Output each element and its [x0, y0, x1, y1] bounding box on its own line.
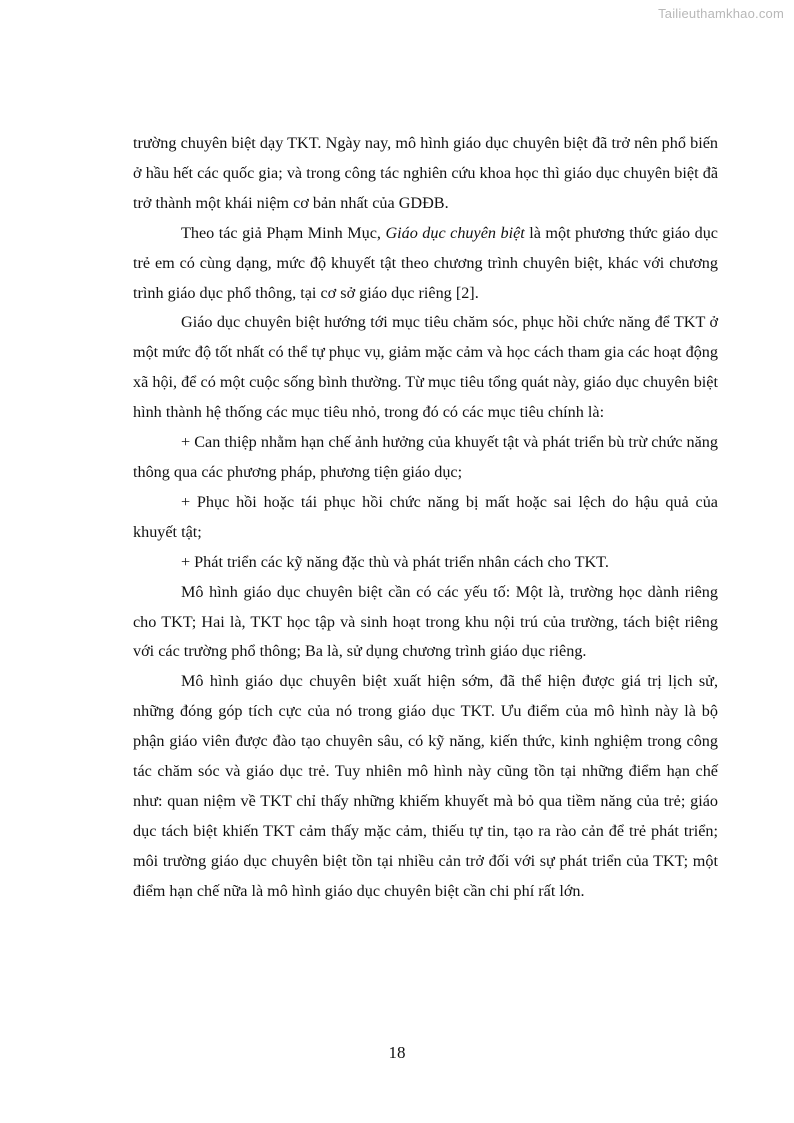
- paragraph-2: [133, 219, 718, 309]
- bullet-3: + Phát triển các kỹ năng đặc thù và phát triển nhân cách cho TKT.: [181, 552, 609, 571]
- paragraph-5: Mô hình giáo dục chuyên biệt xuất hiện sớm, đã thể hiện được giá trị lịch sử, những đóng góp tích cực của nó trong giáo dục TKT. Ưu điểm của mô hình này là bộ phận giáo viên được đào tạo chuyên sâu, có kỹ năng, kiến thức, kinh nghiệm trong công tác chăm sóc và giáo dục trẻ. Tuy nhiên mô hình này cũng tồn tại những điểm hạn chế như: quan niệm về TKT chỉ thấy những khiếm khuyết mà bỏ qua tiềm năng của trẻ; giáo dục tách biệt khiến TKT cảm thấy mặc cảm, thiếu tự tin, tạo ra rào cản để trẻ phát triển; môi trường giáo dục chuyên biệt tồn tại nhiều cản trở đối với sự phát triển của TKT; một điểm hạn chế nữa là mô hình giáo dục chuyên biệt cần chi phí rất lớn.: [133, 672, 718, 900]
- bullet-2: + Phục hồi hoặc tái phục hồi chức năng bị mất hoặc sai lệch do hậu quả của khuyết tật;: [133, 492, 718, 541]
- bullet-1: + Can thiệp nhằm hạn chế ảnh hưởng của khuyết tật và phát triển bù trừ chức năng thông qua các phương pháp, phương tiện giáo dục;: [133, 433, 718, 481]
- paragraph-4: Mô hình giáo dục chuyên biệt cần có các yếu tố: Một là, trường học dành riêng cho TKT; Hai là, TKT học tập và sinh hoạt trong khu nội trú của trường, tách biệt riêng với các trường phổ thông; Ba là, sử dụng chương trình giáo dục riêng.: [133, 582, 718, 661]
- paragraph-3: Giáo dục chuyên biệt hướng tới mục tiêu chăm sóc, phục hồi chức năng để TKT ở một mức độ tốt nhất có thể tự phục vụ, giảm mặc cảm và học cách tham gia các hoạt động xã hội, để có một cuộc sống bình thường. Từ mục tiêu tổng quát này, giáo dục chuyên biệt hình thành hệ thống các mục tiêu nhỏ, trong đó có các mục tiêu chính là:: [133, 313, 718, 422]
- page-number: 18: [388, 1043, 406, 1062]
- paragraph-1: trường chuyên biệt dạy TKT. Ngày nay, mô hình giáo dục chuyên biệt đã trở nên phổ biến ở hầu hết các quốc gia; và trong công tác nghiên cứu khoa học thì giáo dục chuyên biệt đã trở thành một khái niệm cơ bản nhất của GDĐB.: [133, 134, 718, 212]
- watermark: Tailieuthamkhao.com: [658, 6, 784, 21]
- paragraph-2-before: Theo tác giả Phạm Minh Mục,: [181, 223, 386, 242]
- body-text: [133, 129, 718, 907]
- paragraph-2-emphasis: Giáo dục chuyên biệt: [385, 223, 525, 242]
- paragraph-2-after: là một phương thức giáo dục trẻ em có cùng dạng, mức độ khuyết tật theo chương trình chuyên biệt, khác với chương trình giáo dục phổ thông, tại cơ sở giáo dục riêng [2].: [133, 223, 718, 302]
